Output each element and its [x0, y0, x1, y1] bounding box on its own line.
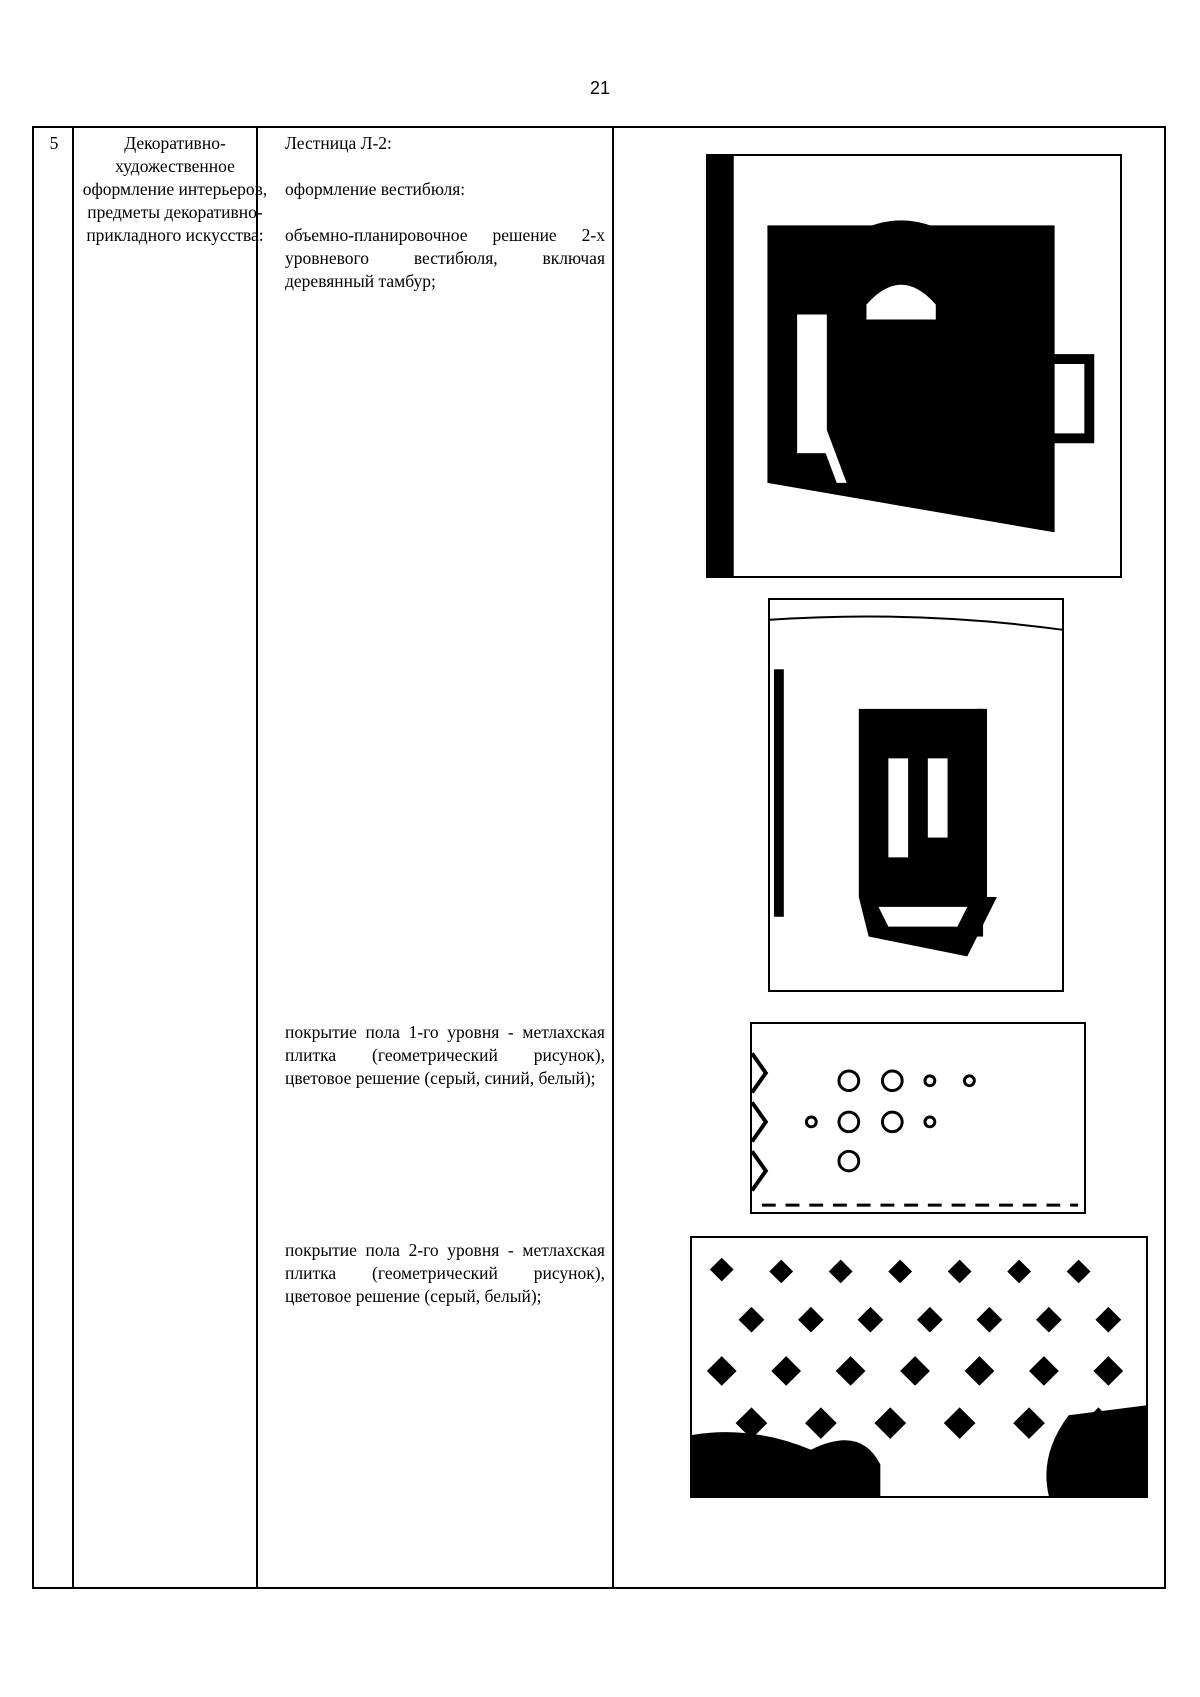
column-divider: [256, 128, 258, 1587]
vestibule-doorway-photo: [706, 154, 1122, 578]
floor2-text: покрытие пола 2-го уровня - метлахская плитка (геометрический рисунок), цветовое решение (серый, белый);: [285, 1240, 605, 1306]
staircase-label: Лестница Л-2:: [285, 133, 392, 153]
floor-tile-level2-photo: [690, 1236, 1148, 1498]
vestibule-label: оформление вестибюля:: [285, 179, 466, 199]
row-number: 5: [49, 133, 59, 153]
row-category: Декоративно-художественное оформление интерьеров, предметы декоративно-прикладного искусства:: [82, 133, 268, 245]
corridor-photo: [768, 598, 1064, 992]
row-description: [285, 132, 605, 293]
column-divider: [612, 128, 614, 1587]
page-number: 21: [589, 78, 611, 98]
plan-text: объемно-планировочное решение 2-х уровневого вестибюля, включая деревянный тамбур;: [285, 225, 605, 291]
floor1-text: покрытие пола 1-го уровня - метлахская плитка (геометрический рисунок), цветовое решение (серый, синий, белый);: [285, 1022, 605, 1088]
column-divider: [72, 128, 74, 1587]
floor-tile-level1-photo: [750, 1022, 1086, 1214]
heritage-table: [32, 126, 1166, 1589]
